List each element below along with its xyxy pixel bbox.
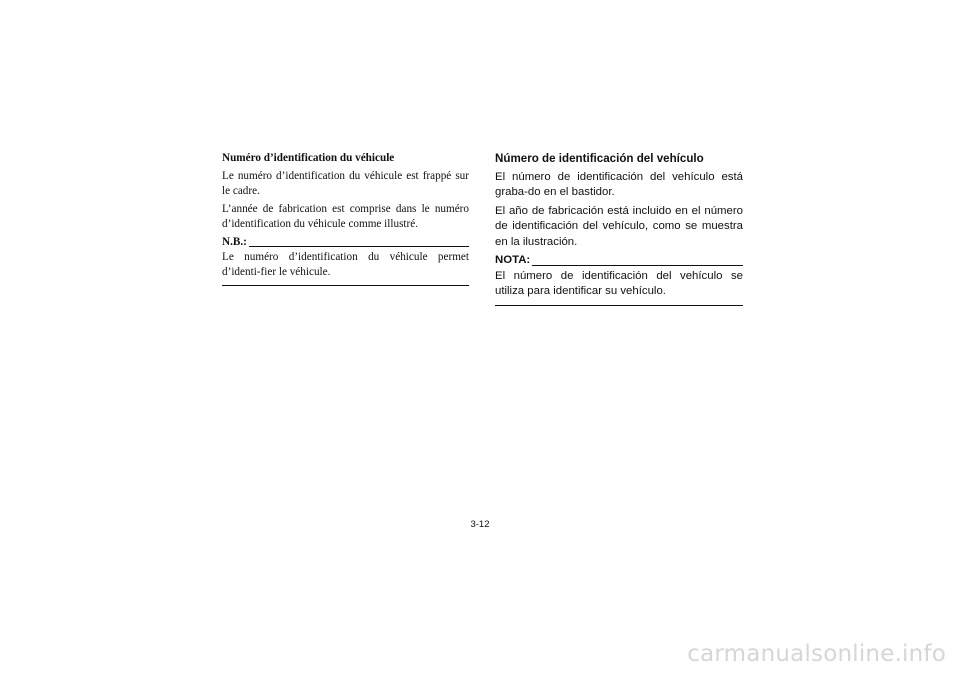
spanish-note-label: NOTA: <box>495 254 531 266</box>
spanish-paragraph-year: El año de fabricación está incluido en el número de identificación del vehículo, como se muestra en la ilustración. <box>495 204 743 248</box>
french-note-bottom-rule <box>222 285 469 286</box>
french-paragraph-frame: Le numéro d’identification du véhicule est frappé sur le cadre. <box>222 170 469 197</box>
spanish-heading: Número de identificación del vehículo <box>495 152 704 165</box>
spanish-note-header <box>495 253 743 269</box>
spanish-note-text: El número de identificación del vehículo se utiliza para identificar su vehículo. <box>495 269 743 297</box>
french-note-text: Le numéro d’identification du véhicule permet d’identi-fier le véhicule. <box>222 251 469 278</box>
spanish-note-bottom-rule <box>495 305 743 306</box>
french-note-header <box>222 235 469 250</box>
spanish-note-top-rule <box>532 265 743 266</box>
spanish-paragraph-frame: El número de identificación del vehículo está graba-do en el bastidor. <box>495 170 743 198</box>
watermark: carmanualsonline.info <box>687 641 946 667</box>
french-paragraph-year: L’année de fabrication est comprise dans le numéro d’identification du véhicule comme illustré. <box>222 203 469 230</box>
french-note-label: N.B.: <box>222 236 247 248</box>
page-number: 3-12 <box>470 519 490 530</box>
french-column <box>222 151 469 286</box>
french-note-top-rule <box>249 246 469 247</box>
french-heading: Numéro d’identification du véhicule <box>222 152 395 164</box>
spanish-column <box>495 151 743 306</box>
